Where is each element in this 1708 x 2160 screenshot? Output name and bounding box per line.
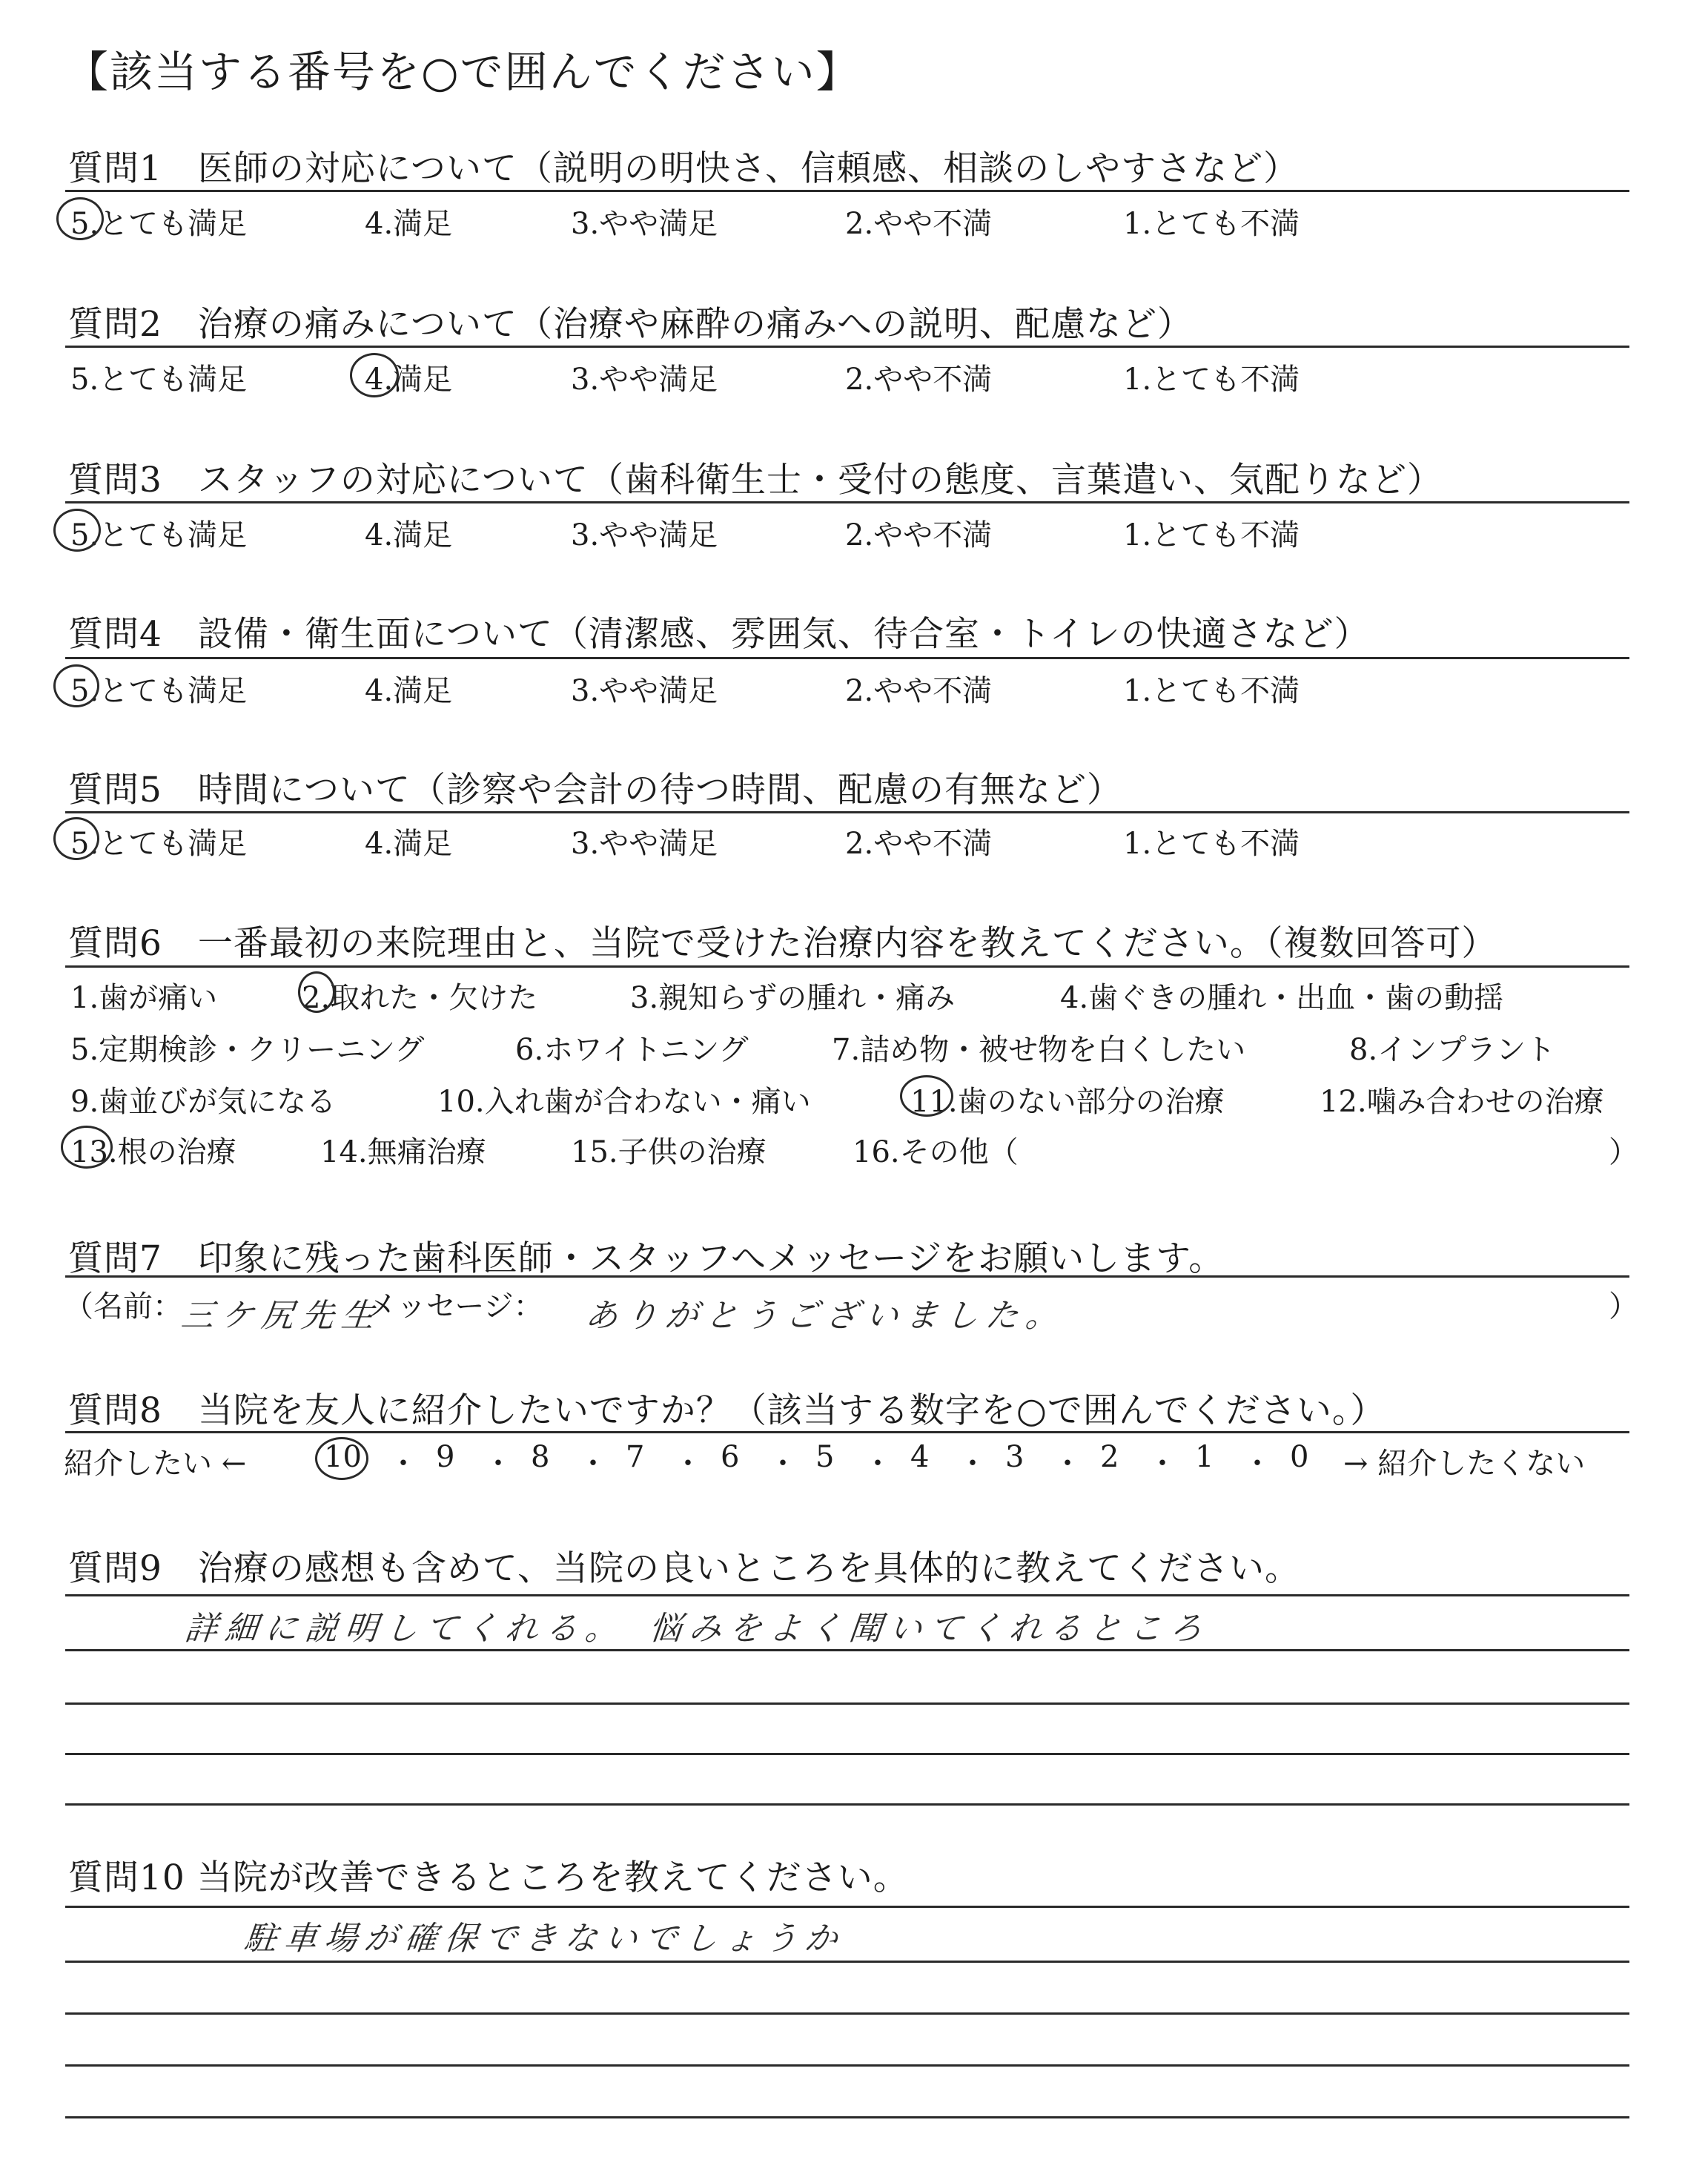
selection-circle: [56, 197, 104, 240]
q6-option-10[interactable]: 10.入れ歯が合わない・痛い: [437, 1085, 811, 1119]
option-1[interactable]: 1.とても不満: [1123, 363, 1300, 397]
q6-option-16[interactable]: 16.その他（: [853, 1135, 1019, 1169]
scale-1[interactable]: 1: [1195, 1440, 1214, 1474]
selection-circle: [61, 1126, 113, 1169]
recommend-left-label: 紹介したい ←: [64, 1447, 247, 1481]
answer-line: [65, 2116, 1629, 2118]
divider-line: [65, 190, 1629, 192]
scale-separator: ・: [768, 1447, 798, 1481]
divider-line: [65, 1431, 1629, 1433]
option-5[interactable]: 5.とても満足: [70, 518, 248, 552]
scale-separator: ・: [1148, 1447, 1177, 1481]
closing-paren: ）: [1609, 1289, 1638, 1324]
answer-line: [65, 1961, 1629, 1963]
q6-option-7[interactable]: 7.詰め物・被せ物を白くしたい: [832, 1033, 1246, 1067]
scale-7[interactable]: 7: [626, 1440, 645, 1474]
answer-line: [65, 1702, 1629, 1705]
divider-line: [65, 501, 1629, 503]
scale-9[interactable]: 9: [436, 1440, 455, 1474]
scale-separator: ・: [578, 1447, 608, 1481]
question-9-title: 質問9 治療の感想も含めて、当院の良いところを具体的に教えてください。: [68, 1548, 1300, 1589]
option-4[interactable]: 4.満足: [365, 518, 453, 552]
divider-line: [65, 1275, 1629, 1278]
scale-separator: ・: [863, 1447, 893, 1481]
scale-separator: ・: [388, 1447, 418, 1481]
option-5[interactable]: 5.とても満足: [70, 207, 248, 241]
selection-circle: [315, 1437, 368, 1480]
question-3-title: 質問3 スタッフの対応について（歯科衛生士・受付の態度、言葉遣い、気配りなど）: [68, 460, 1443, 501]
question-4-title: 質問4 設備・衛生面について（清潔感、雰囲気、待合室・トイレの快適さなど）: [68, 614, 1370, 655]
option-5[interactable]: 5.とても満足: [70, 674, 248, 708]
option-2[interactable]: 2.やや不満: [845, 518, 993, 552]
q6-option-3[interactable]: 3.親知らずの腫れ・痛み: [630, 981, 956, 1015]
selection-circle: [350, 353, 399, 397]
option-2[interactable]: 2.やや不満: [845, 363, 993, 397]
q6-option-6[interactable]: 6.ホワイトニング: [515, 1033, 749, 1067]
scale-2[interactable]: 2: [1100, 1440, 1119, 1474]
option-1[interactable]: 1.とても不満: [1123, 674, 1300, 708]
divider-line: [65, 965, 1629, 968]
scale-4[interactable]: 4: [910, 1440, 930, 1474]
answer-line: [65, 1649, 1629, 1651]
question-10-title: 質問10 当院が改善できるところを教えてください。: [68, 1857, 909, 1898]
q6-option-14[interactable]: 14.無痛治療: [320, 1135, 486, 1169]
divider-line: [65, 346, 1629, 348]
option-3[interactable]: 3.やや満足: [571, 518, 718, 552]
scale-8[interactable]: 8: [531, 1440, 550, 1474]
option-3[interactable]: 3.やや満足: [571, 674, 718, 708]
scale-0[interactable]: 0: [1290, 1440, 1309, 1474]
scale-separator: ・: [483, 1447, 513, 1481]
q6-option-12[interactable]: 12.噛み合わせの治療: [1320, 1085, 1604, 1119]
recommend-right-label: → 紹介したくない: [1343, 1447, 1586, 1481]
selection-circle: [900, 1075, 953, 1117]
divider-line: [65, 657, 1629, 659]
question-1-title: 質問1 医師の対応について（説明の明快さ、信頼感、相談のしやすさなど）: [68, 148, 1300, 189]
scale-3[interactable]: 3: [1005, 1440, 1025, 1474]
divider-line: [65, 811, 1629, 813]
q10-answer[interactable]: 駐車場が確保できないでしょうか: [242, 1920, 847, 1958]
option-3[interactable]: 3.やや満足: [571, 827, 718, 861]
q9-answer[interactable]: 詳細に説明してくれる。 悩みをよく聞いてくれるところ: [182, 1610, 1212, 1648]
scale-6[interactable]: 6: [721, 1440, 740, 1474]
selection-circle: [53, 664, 99, 707]
message-value[interactable]: ありがとうございました。: [583, 1297, 1068, 1335]
option-4[interactable]: 4.満足: [365, 207, 453, 241]
q6-option-2[interactable]: 2.取れた・欠けた: [302, 981, 538, 1015]
divider-line: [65, 1906, 1629, 1908]
q6-option-4[interactable]: 4.歯ぐきの腫れ・出血・歯の動揺: [1060, 981, 1504, 1015]
q6-option-8[interactable]: 8.インプラント: [1349, 1033, 1556, 1067]
option-5[interactable]: 5.とても満足: [70, 827, 248, 861]
question-7-title: 質問7 印象に残った歯科医師・スタッフへメッセージをお願いします。: [68, 1238, 1225, 1279]
option-1[interactable]: 1.とても不満: [1123, 827, 1300, 861]
selection-circle: [298, 971, 335, 1013]
q6-option-13[interactable]: 13.根の治療: [70, 1135, 236, 1169]
question-2-title: 質問2 治療の痛みについて（治療や麻酔の痛みへの説明、配慮など）: [68, 304, 1194, 345]
option-3[interactable]: 3.やや満足: [571, 363, 718, 397]
q6-option-1[interactable]: 1.歯が痛い: [70, 981, 218, 1015]
question-6-title: 質問6 一番最初の来院理由と、当院で受けた治療内容を教えてください。（複数回答可）: [68, 923, 1497, 964]
answer-line: [65, 1753, 1629, 1755]
name-value[interactable]: 三ケ尻先生: [179, 1297, 384, 1335]
answer-line: [65, 2064, 1629, 2067]
option-2[interactable]: 2.やや不満: [845, 674, 993, 708]
q6-option-11[interactable]: 11.歯のない部分の治療: [910, 1085, 1225, 1119]
scale-separator: ・: [1053, 1447, 1082, 1481]
option-1[interactable]: 1.とても不満: [1123, 207, 1300, 241]
q6-option-5[interactable]: 5.定期検診・クリーニング: [70, 1033, 425, 1067]
question-8-title: 質問8 当院を友人に紹介したいですか？（該当する数字を○で囲んでください。）: [68, 1390, 1386, 1431]
q6-option-9[interactable]: 9.歯並びが気になる: [70, 1085, 337, 1119]
name-label: （名前：: [64, 1289, 182, 1324]
option-1[interactable]: 1.とても不満: [1123, 518, 1300, 552]
q6-option-15[interactable]: 15.子供の治療: [571, 1135, 767, 1169]
scale-separator: ・: [958, 1447, 987, 1481]
option-2[interactable]: 2.やや不満: [845, 207, 993, 241]
option-5[interactable]: 5.とても満足: [70, 363, 248, 397]
question-5-title: 質問5 時間について（診察や会計の待つ時間、配慮の有無など）: [68, 770, 1122, 810]
message-label: メッセージ：: [367, 1289, 543, 1324]
option-4[interactable]: 4.満足: [365, 674, 453, 708]
answer-line: [65, 2012, 1629, 2015]
option-4[interactable]: 4.満足: [365, 363, 453, 397]
divider-line: [65, 1594, 1629, 1596]
selection-circle: [53, 509, 101, 552]
page-header: 【該当する番号を○で囲んでください】: [65, 47, 861, 97]
scale-10[interactable]: 10: [324, 1440, 362, 1474]
scale-5[interactable]: 5: [815, 1440, 835, 1474]
closing-paren: ）: [1609, 1135, 1638, 1169]
scale-separator: ・: [673, 1447, 703, 1481]
scale-separator: ・: [1242, 1447, 1272, 1481]
option-2[interactable]: 2.やや不満: [845, 827, 993, 861]
option-4[interactable]: 4.満足: [365, 827, 453, 861]
answer-line: [65, 1803, 1629, 1806]
option-3[interactable]: 3.やや満足: [571, 207, 718, 241]
selection-circle: [53, 817, 99, 860]
